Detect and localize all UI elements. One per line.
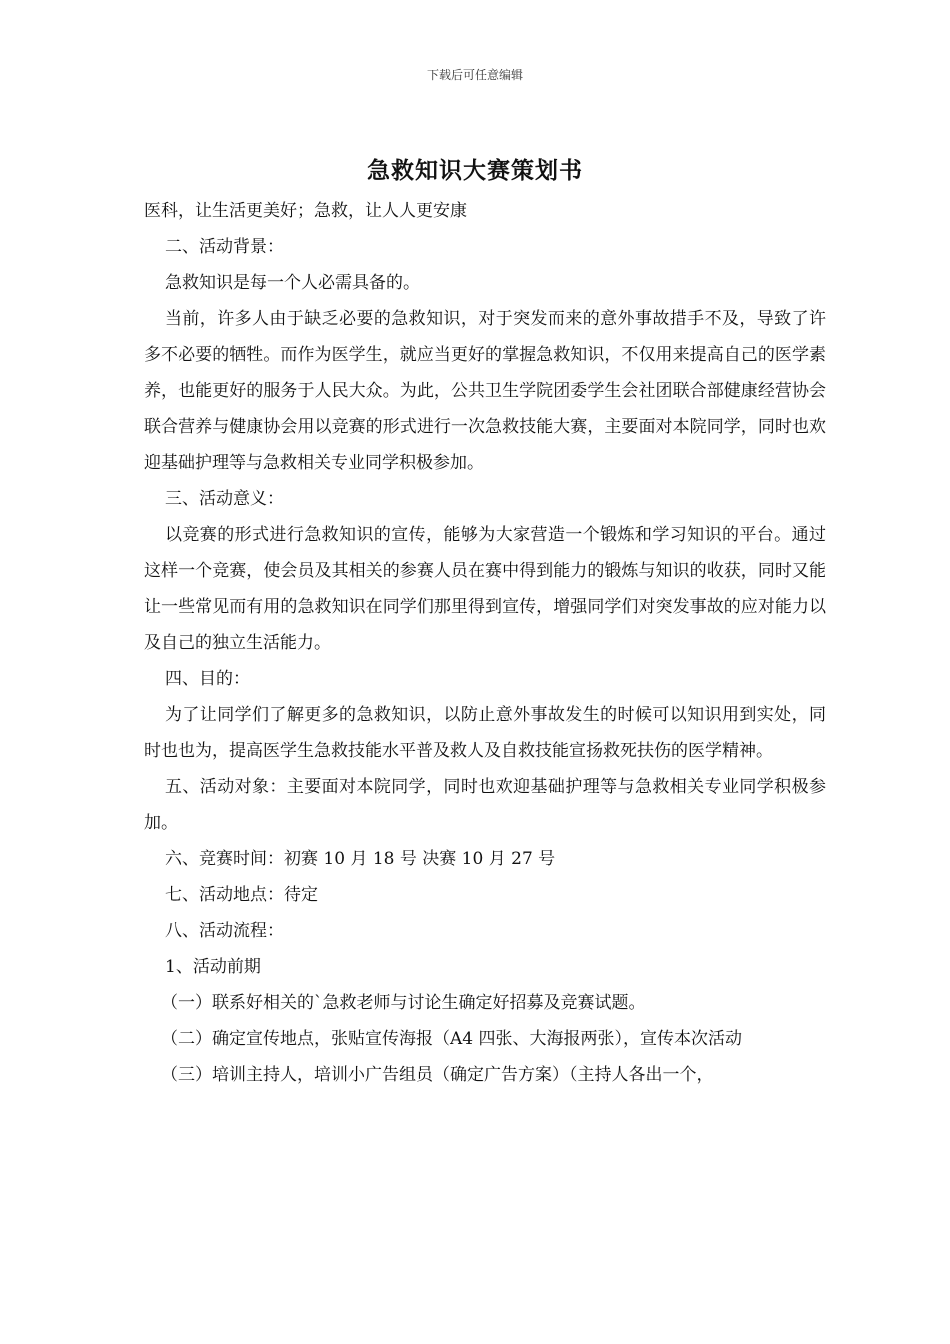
document-title: 急救知识大赛策划书 xyxy=(367,157,583,184)
section-heading-purpose: 四、目的： xyxy=(165,669,250,689)
significance-paragraph: 以竞赛的形式进行急救知识的宣传，能够为大家营造一个锻炼和学习知识的平台。通过这样一个竞赛，使会员及其相关的参赛人员在赛中得到能力的锻炼与知识的收获，同时又能让一些常见而有用的急救知识在同学们那里得到宣传，增强同学们对突发事故的应对能力以及自己的独立生活能力。 xyxy=(144,525,826,653)
document-body xyxy=(144,193,826,1093)
section-heading-process: 八、活动流程： xyxy=(165,921,284,941)
background-paragraph-2: 当前，许多人由于缺乏必要的急救知识，对于突发而来的意外事故措手不及，导致了许多不必要的牺牲。而作为医学生，就应当更好的掌握急救知识，不仅用来提高自己的医学素养，也能更好的服务于人民大众。为此，公共卫生学院团委学生会社团联合部健康经营协会联合营养与健康协会用以竞赛的形式进行一次急救技能大赛，主要面对本院同学，同时也欢迎基础护理等与急救相关专业同学积极参加。 xyxy=(144,309,826,473)
process-item-1: （一）联系好相关的`急救老师与讨论生确定好招募及竞赛试题。 xyxy=(161,993,646,1013)
slogan-paragraph: 医科，让生活更美好；急救，让人人更安康 xyxy=(144,201,467,221)
process-step-heading: 1、活动前期 xyxy=(165,957,261,977)
section-heading-significance: 三、活动意义： xyxy=(165,489,284,509)
background-paragraph-1: 急救知识是每一个人必需具备的。 xyxy=(165,273,420,293)
schedule-paragraph: 六、竞赛时间：初赛 10 月 18 号 决赛 10 月 27 号 xyxy=(165,849,556,869)
purpose-paragraph: 为了让同学们了解更多的急救知识，以防止意外事故发生的时候可以知识用到实处，同时也也为，提高医学生急救技能水平普及救人及自救技能宣扬救死扶伤的医学精神。 xyxy=(144,705,826,761)
section-heading-background: 二、活动背景： xyxy=(165,237,284,257)
location-paragraph: 七、活动地点：待定 xyxy=(165,885,318,905)
header-note: 下载后可任意编辑 xyxy=(426,68,523,82)
process-item-2: （二）确定宣传地点，张贴宣传海报（A4 四张、大海报两张），宣传本次活动 xyxy=(161,1029,742,1049)
process-item-3: （三）培训主持人，培训小广告组员（确定广告方案）（主持人各出一个， xyxy=(161,1065,714,1085)
audience-paragraph: 五、活动对象：主要面对本院同学，同时也欢迎基础护理等与急救相关专业同学积极参加。 xyxy=(144,777,826,833)
